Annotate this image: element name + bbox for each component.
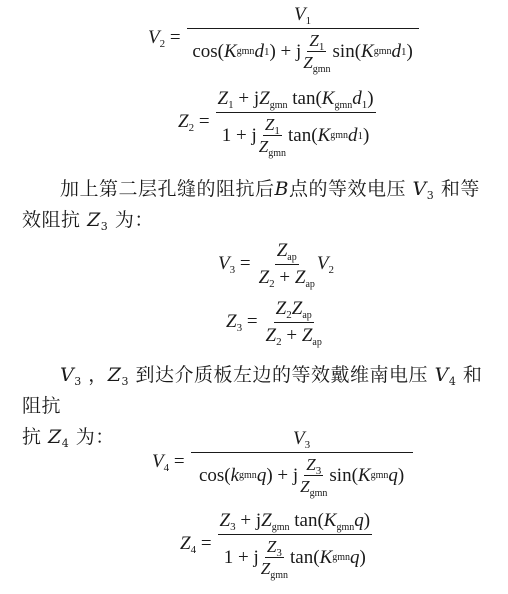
numerator: $Z_2Z_{ap}$ bbox=[275, 298, 312, 321]
numerator: $V_1$ bbox=[187, 4, 419, 29]
numerator: $Z_{ap}$ bbox=[276, 240, 297, 263]
fraction bbox=[264, 298, 324, 347]
eq-lhs: $Z_2$ = bbox=[178, 111, 210, 135]
paragraph-1: 加上第二层孔缝的阻抗后B点的等效电压 $V_3$ 和等效阻抗 $Z_3$ 为： bbox=[22, 178, 480, 233]
equation-v2 bbox=[148, 4, 419, 76]
eq-lhs: $V_3$ = bbox=[218, 253, 251, 277]
fraction bbox=[218, 510, 373, 582]
eq-lhs: $V_4$ = bbox=[152, 451, 185, 475]
denominator: $Z_2 + Z_{ap}$ bbox=[258, 266, 315, 290]
equation-z3 bbox=[226, 298, 324, 347]
eq-lhs: $Z_3$ = bbox=[226, 311, 258, 335]
eq-trailing: $V_2$ bbox=[316, 253, 335, 277]
numerator: $Z_1 + jZ_{gmn}$ $\tan(K_{gmn}d_1)$ bbox=[217, 88, 374, 111]
inner-fraction: $\frac{Z_1}{Z_{gmn}}$ bbox=[303, 30, 331, 76]
inner-fraction: $\frac{Z_1}{Z_{gmn}}$ bbox=[258, 114, 287, 160]
fraction bbox=[187, 4, 419, 76]
inner-fraction: $\frac{Z_3}{Z_{gmn}}$ bbox=[300, 454, 328, 500]
numerator: $Z_3 + jZ_{gmn}$ $\tan(K_{gmn}q)$ bbox=[219, 510, 371, 533]
eq-lhs: $Z_4$ = bbox=[180, 533, 212, 557]
denominator: 1 + j $\frac{Z_3}{Z_{gmn}}$ tan ( K gmn q ) bbox=[223, 536, 366, 582]
numerator: $V_3$ bbox=[191, 428, 413, 453]
fraction bbox=[257, 240, 317, 289]
inner-fraction: $\frac{Z_3}{Z_{gmn}}$ bbox=[260, 536, 289, 582]
denominator: cos ( K gmn d 1 ) + j $\frac{Z_1}{Z_{gmn}}$ sin ( K gmn d 1 ) bbox=[192, 30, 413, 76]
equation-z2 bbox=[178, 88, 376, 160]
equation-z4 bbox=[180, 510, 372, 582]
denominator: cos ( k gmn q ) + j $\frac{Z_3}{Z_{gmn}}$ sin ( K gmn q ) bbox=[198, 454, 405, 500]
denominator: 1 + j $\frac{Z_1}{Z_{gmn}}$ tan ( K gmn d 1 ) bbox=[221, 114, 370, 160]
equation-v4 bbox=[152, 428, 413, 500]
eq-lhs: $V_2$ = bbox=[148, 27, 181, 51]
equation-v3 bbox=[218, 240, 334, 289]
denominator: $Z_2 + Z_{ap}$ bbox=[265, 324, 322, 348]
fraction bbox=[191, 428, 413, 500]
fraction bbox=[216, 88, 376, 160]
paragraph-2: $V_3$ ，$Z_3$ 到达介质板左边的等效戴维南电压 $V_4$ 和阻抗 抗 $Z_4$ 为： bbox=[22, 364, 483, 450]
